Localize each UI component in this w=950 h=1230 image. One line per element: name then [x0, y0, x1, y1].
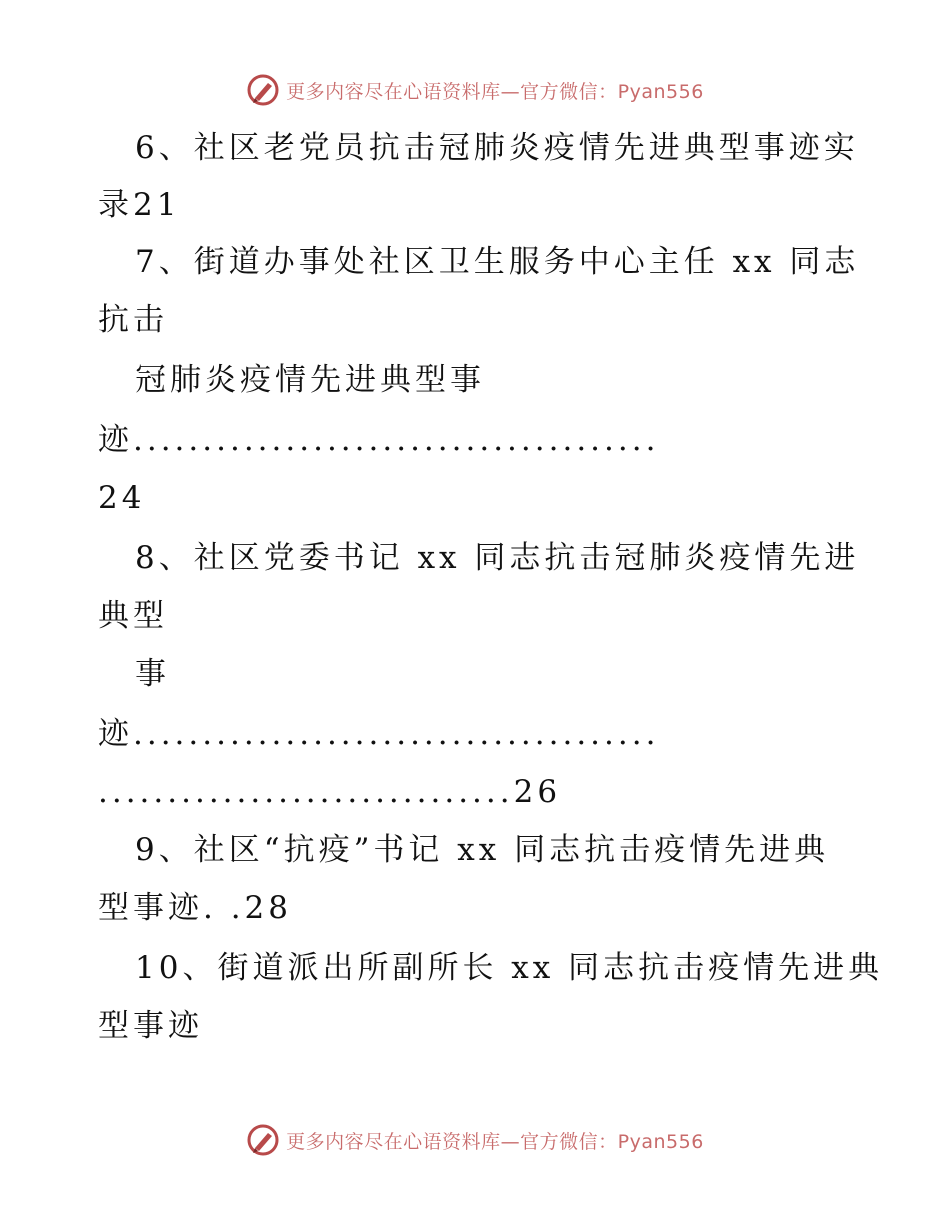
pen-logo-icon	[246, 73, 280, 107]
toc-entry-6-line1: 6、社区老党员抗击冠肺炎疫情先进典型事迹实	[135, 130, 859, 166]
toc-entry-8-line2: 典型	[98, 598, 168, 634]
toc-entry-10-line1: 10、街道派出所副所长 xx 同志抗击疫情先进典	[135, 950, 884, 986]
toc-entry-7-page: 24	[98, 480, 146, 516]
toc-entry-9-line1: 9、社区“抗疫”书记 xx 同志抗击疫情先进典	[135, 832, 830, 868]
toc-entry-7-line3: 冠肺炎疫情先进典型事	[135, 362, 485, 398]
toc-entry-6-line2: 录21	[98, 187, 181, 223]
toc-entry-10-line2: 型事迹	[98, 1008, 203, 1044]
pen-logo-icon	[246, 1123, 280, 1157]
watermark-text: 更多内容尽在心语资料库—官方微信：Pyan556	[286, 80, 704, 103]
toc-entry-7-leader: 迹......................................	[98, 422, 660, 458]
toc-entry-8-line3: 事	[135, 656, 170, 692]
header-watermark	[0, 70, 950, 110]
toc-entry-8-line1: 8、社区党委书记 xx 同志抗击冠肺炎疫情先进	[135, 540, 860, 576]
toc-entry-8-leader: 迹......................................	[98, 716, 660, 752]
toc-entry-8-page: ..............................26	[98, 774, 562, 810]
watermark-text: 更多内容尽在心语资料库—官方微信：Pyan556	[286, 1130, 704, 1153]
footer-watermark	[0, 1120, 950, 1160]
toc-entry-7-line1: 7、街道办事处社区卫生服务中心主任 xx 同志	[135, 244, 860, 280]
toc-entry-7-line2: 抗击	[98, 302, 168, 338]
toc-entry-9-line2: 型事迹. .28	[98, 890, 293, 926]
